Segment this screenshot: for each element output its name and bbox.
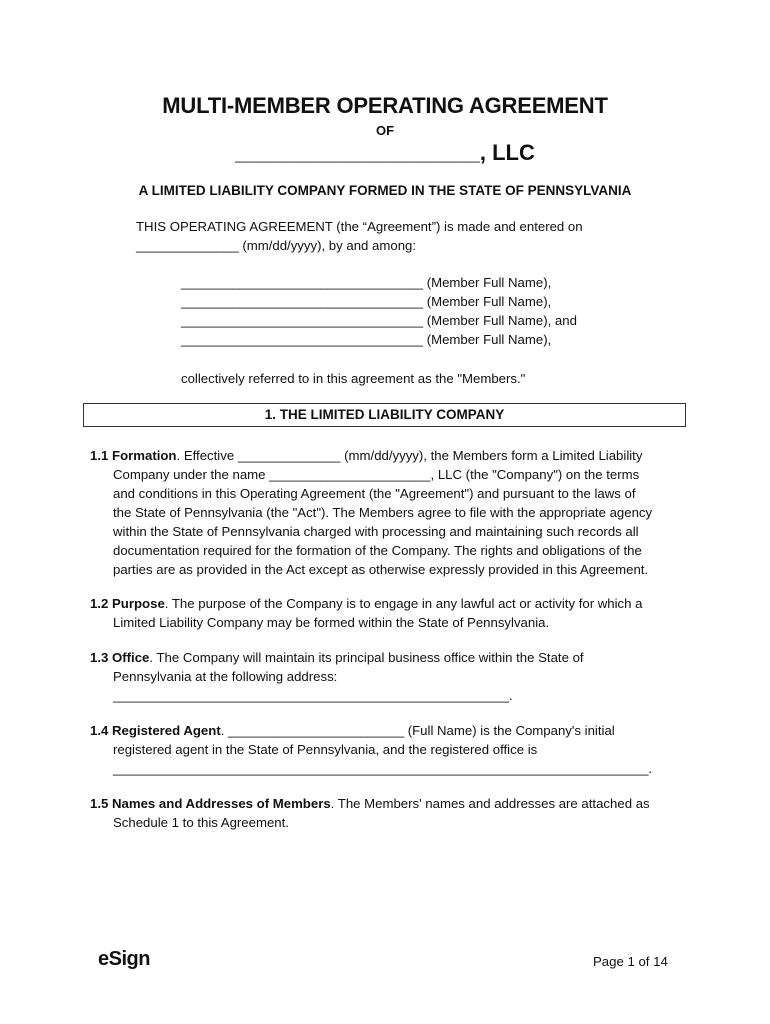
clause-text: ______________________________________________________. xyxy=(113,688,513,703)
clause-term: Names and Addresses of Members xyxy=(112,796,331,811)
member-line: _________________________________ (Member Full Name), xyxy=(181,275,552,290)
collective-note: collectively referred to in this agreement as the "Members." xyxy=(181,371,526,386)
section-heading: 1. THE LIMITED LIABILITY COMPANY xyxy=(264,407,505,422)
clause-text: documentation required for the formation of the Company. The rights and obligations of the xyxy=(113,543,642,558)
clause-number: 1.5 xyxy=(90,796,109,811)
member-line: _________________________________ (Member Full Name), xyxy=(181,294,552,309)
clause-1-3-first-line xyxy=(90,648,584,667)
clause-text: within the State of Pennsylvania charged with processing and maintaining such records all xyxy=(113,524,639,539)
clause-1-4-first-line xyxy=(90,721,615,740)
document-subtitle: A LIMITED LIABILITY COMPANY FORMED IN THE STATE OF PENNSYLVANIA xyxy=(138,183,632,198)
clause-text: registered agent in the State of Pennsylvania, and the registered office is xyxy=(113,742,538,757)
clause-1-5-first-line xyxy=(90,794,650,813)
clause-text: . The Company will maintain its principal business office within the State of xyxy=(149,650,584,665)
page-number: Page 1 of 14 xyxy=(593,954,668,969)
clause-number: 1.4 xyxy=(90,723,109,738)
document-title: MULTI-MEMBER OPERATING AGREEMENT xyxy=(162,93,608,118)
clause-1-1-first-line xyxy=(90,446,642,465)
clause-term: Registered Agent xyxy=(112,723,221,738)
clause-number: 1.2 xyxy=(90,596,109,611)
esign-logo: eSign xyxy=(98,948,150,970)
clause-term: Formation xyxy=(112,448,177,463)
clause-text: . The purpose of the Company is to engage in any lawful act or activity for which a xyxy=(164,596,643,611)
member-line: _________________________________ (Member Full Name), and xyxy=(181,313,577,328)
clause-number: 1.1 xyxy=(90,448,109,463)
intro-line-2: ______________ (mm/dd/yyyy), by and among: xyxy=(136,238,417,253)
clause-number: 1.3 xyxy=(90,650,109,665)
clause-text: parties are as provided in the Act except as otherwise expressly provided in this Agreement. xyxy=(113,562,649,577)
clause-text: Pennsylvania at the following address: xyxy=(113,669,338,684)
member-line: _________________________________ (Member Full Name), xyxy=(181,332,552,347)
section-heading-box xyxy=(83,403,686,427)
clause-text: and conditions in this Operating Agreement (the "Agreement") and pursuant to the laws of xyxy=(113,486,636,501)
clause-text: Company under the name ______________________, LLC (the "Company") on the terms xyxy=(113,467,640,482)
clause-term: Office xyxy=(112,650,150,665)
clause-1-2-first-line xyxy=(90,594,642,613)
clause-text: Schedule 1 to this Agreement. xyxy=(113,815,289,830)
clause-text: . The Members' names and addresses are attached as xyxy=(330,796,650,811)
clause-text: . Effective ______________ (mm/dd/yyyy), the Members form a Limited Liability xyxy=(176,448,643,463)
clause-text: Limited Liability Company may be formed within the State of Pennsylvania. xyxy=(113,615,550,630)
of-label: OF xyxy=(375,123,395,138)
clause-term: Purpose xyxy=(112,596,165,611)
clause-text: . ________________________ (Full Name) is the Company's initial xyxy=(220,723,615,738)
clause-text: _________________________________________________________________________. xyxy=(113,761,653,776)
intro-line-1: THIS OPERATING AGREEMENT (the “Agreement”) is made and entered on xyxy=(136,219,583,234)
clause-text: the State of Pennsylvania (the "Act"). The Members agree to file with the appropriate agency xyxy=(113,505,653,520)
llc-name-line: ____________________, LLC xyxy=(235,140,535,165)
